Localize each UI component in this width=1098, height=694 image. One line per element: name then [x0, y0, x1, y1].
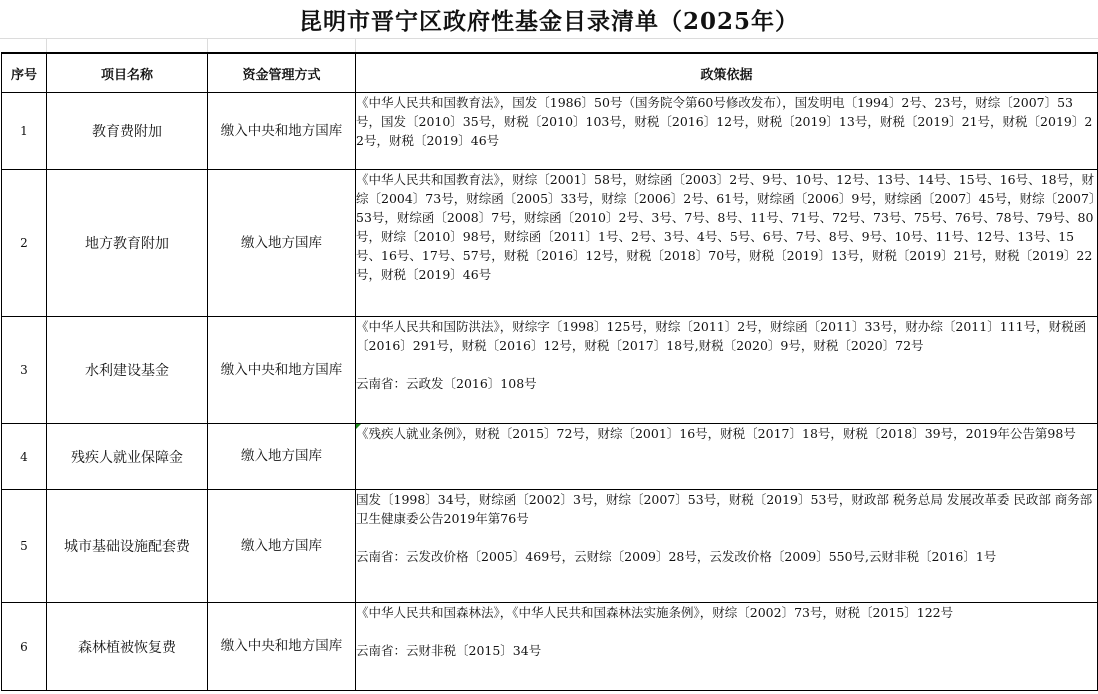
basis-spacer — [356, 622, 1097, 641]
row-name: 森林植被恢复费 — [47, 603, 208, 691]
row-method: 缴入地方国库 — [208, 170, 356, 317]
row-method: 缴入中央和地方国库 — [208, 93, 356, 170]
sheet-gridline — [0, 38, 1098, 39]
basis-text: 《中华人民共和国教育法》，国发〔1986〕50号（国务院令第60号修改发布），国发明电〔1994〕2号、23号，财综〔2007〕53号，国发〔2010〕35号，财税〔2010〕103号，财税〔2016〕12号，财税〔2019〕13号，财税〔2019〕21号，财税〔2019〕22号，财税〔2019〕46号 — [356, 95, 1093, 148]
row-method: 缴入中央和地方国库 — [208, 317, 356, 424]
sheet-gridline — [355, 38, 356, 52]
header-method: 资金管理方式 — [208, 53, 356, 93]
sheet-gridline — [46, 38, 47, 52]
basis-text: 《中华人民共和国森林法》，《中华人民共和国森林法实施条例》，财综〔2002〕73号，财税〔2015〕122号 — [356, 605, 954, 620]
header-basis: 政策依据 — [356, 53, 1098, 93]
row-method: 缴入地方国库 — [208, 424, 356, 490]
row-name: 教育费附加 — [47, 93, 208, 170]
row-name: 残疾人就业保障金 — [47, 424, 208, 490]
table-row — [2, 603, 1098, 691]
fund-catalog-table — [1, 52, 1098, 691]
table-row — [2, 317, 1098, 424]
table-row — [2, 93, 1098, 170]
comment-indicator-icon — [356, 424, 361, 429]
row-basis — [356, 317, 1098, 424]
row-basis — [356, 93, 1098, 170]
basis-spacer — [356, 355, 1097, 374]
basis-provincial-text: 云南省：云发改价格〔2005〕469号，云财综〔2009〕28号，云发改价格〔2009〕550号,云财非税〔2016〕1号 — [356, 549, 997, 564]
basis-text: 《中华人民共和国防洪法》，财综字〔1998〕125号，财综〔2011〕2号，财综函〔2011〕33号，财办综〔2011〕111号，财税函〔2016〕291号，财税〔2016〕12号，财税〔2017〕18号,财税〔2020〕9号，财税〔2020〕72号 — [356, 319, 1087, 353]
row-method: 缴入地方国库 — [208, 490, 356, 603]
basis-text: 《残疾人就业条例》，财税〔2015〕72号，财综〔2001〕16号，财税〔2017〕18号，财税〔2018〕39号，2019年公告第98号 — [356, 426, 1076, 441]
page-title: 昆明市晋宁区政府性基金目录清单（2025年） — [298, 7, 799, 35]
row-index: 2 — [2, 170, 47, 317]
row-index: 4 — [2, 424, 47, 490]
row-index: 6 — [2, 603, 47, 691]
row-name: 水利建设基金 — [47, 317, 208, 424]
row-name: 地方教育附加 — [47, 170, 208, 317]
row-index: 3 — [2, 317, 47, 424]
basis-text: 《中华人民共和国教育法》，财综〔2001〕58号，财综函〔2003〕2号、9号、10号、12号、13号、14号、15号、16号、18号，财综〔2004〕73号，财综函〔2005〕33号，财综〔2006〕2号、61号，财综函〔2006〕9号，财综函〔2007〕45号，财综〔2007〕53号，财综函〔2008〕7号，财综函〔2010〕2号、3号、7号、8号、11号、71号、72号、73号、75号、76号、78号、79号、80号，财综〔2010〕98号，财综函〔2011〕1号、2号、3号、4号、5号、6号、7号、8号、9号、10号、11号、12号、13号、15号、16号、17号、57号，财税〔2016〕12号，财税〔2018〕70号，财税〔2019〕13号，财税〔2019〕21号，财税〔2019〕22号，财税〔2019〕46号 — [356, 172, 1096, 282]
row-name: 城市基础设施配套费 — [47, 490, 208, 603]
table-row — [2, 490, 1098, 603]
table-header-row — [2, 53, 1098, 93]
row-basis — [356, 490, 1098, 603]
basis-provincial-text: 云南省：云财非税〔2015〕34号 — [356, 643, 542, 658]
table-row — [2, 170, 1098, 317]
sheet-gridline — [207, 38, 208, 52]
row-index: 1 — [2, 93, 47, 170]
basis-spacer — [356, 528, 1097, 547]
row-method: 缴入中央和地方国库 — [208, 603, 356, 691]
row-basis — [356, 424, 1098, 490]
basis-text: 国发〔1998〕34号，财综函〔2002〕3号，财综〔2007〕53号，财税〔2019〕53号，财政部 税务总局 发展改革委 民政部 商务部 卫生健康委公告2019年第76号 — [356, 492, 1093, 526]
table-row — [2, 424, 1098, 490]
row-basis — [356, 170, 1098, 317]
row-basis — [356, 603, 1098, 691]
basis-provincial-text: 云南省：云政发〔2016〕108号 — [356, 376, 537, 391]
header-index: 序号 — [2, 53, 47, 93]
header-name: 项目名称 — [47, 53, 208, 93]
row-index: 5 — [2, 490, 47, 603]
